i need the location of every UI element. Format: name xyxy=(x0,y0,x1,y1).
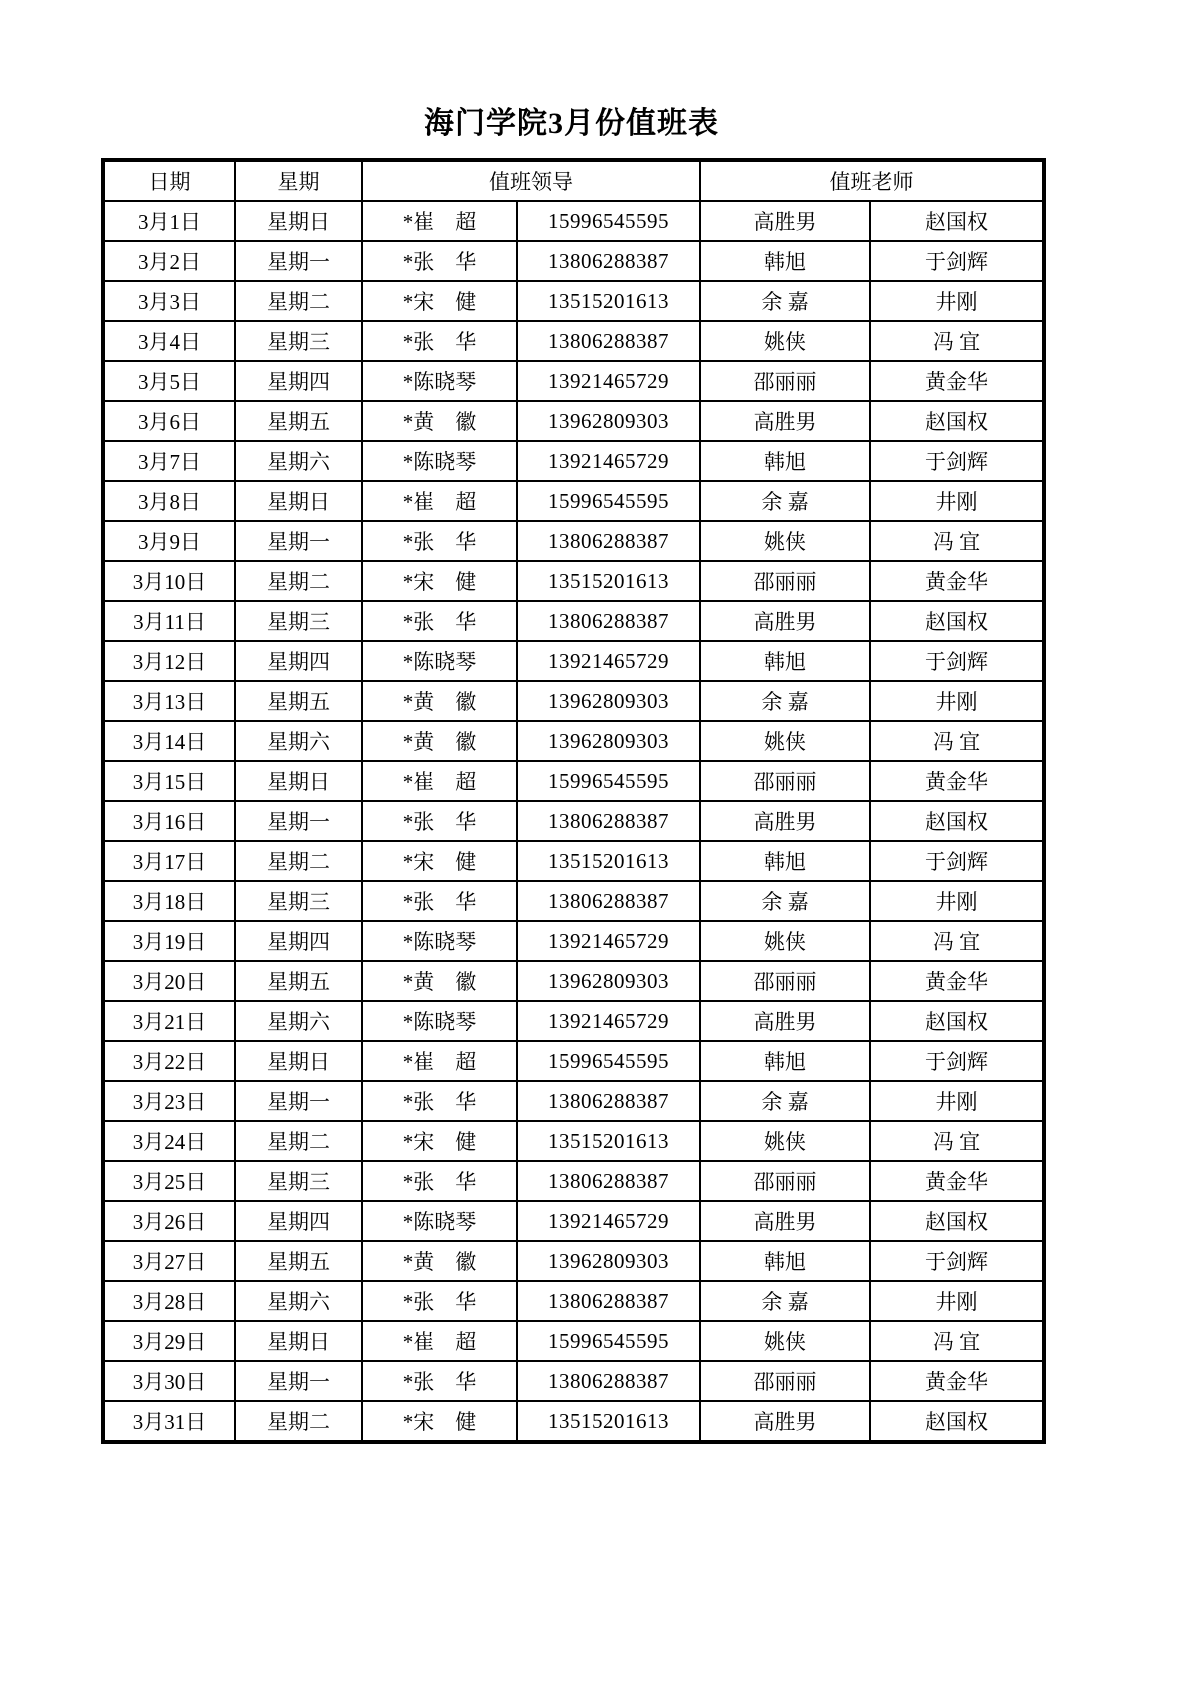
cell-leader-name: *崔 超 xyxy=(362,481,517,521)
cell-leader-name: *陈晓琴 xyxy=(362,921,517,961)
cell-weekday: 星期日 xyxy=(235,761,362,801)
cell-leader-phone: 13806288387 xyxy=(517,321,700,361)
cell-date: 3月27日 xyxy=(103,1241,235,1281)
cell-date: 3月9日 xyxy=(103,521,235,561)
cell-leader-name: *黄 徽 xyxy=(362,961,517,1001)
cell-date: 3月24日 xyxy=(103,1121,235,1161)
cell-date: 3月8日 xyxy=(103,481,235,521)
cell-leader-name: *崔 超 xyxy=(362,761,517,801)
cell-weekday: 星期四 xyxy=(235,641,362,681)
cell-date: 3月15日 xyxy=(103,761,235,801)
cell-teacher-1: 余 嘉 xyxy=(700,481,870,521)
cell-teacher-2: 赵国权 xyxy=(870,1201,1044,1241)
cell-teacher-2: 冯 宜 xyxy=(870,921,1044,961)
cell-weekday: 星期一 xyxy=(235,801,362,841)
cell-leader-phone: 15996545595 xyxy=(517,481,700,521)
cell-date: 3月17日 xyxy=(103,841,235,881)
cell-teacher-2: 赵国权 xyxy=(870,201,1044,241)
cell-weekday: 星期一 xyxy=(235,521,362,561)
cell-teacher-1: 姚侠 xyxy=(700,521,870,561)
cell-leader-phone: 13515201613 xyxy=(517,1401,700,1442)
cell-date: 3月21日 xyxy=(103,1001,235,1041)
cell-teacher-1: 邵丽丽 xyxy=(700,961,870,1001)
cell-teacher-1: 高胜男 xyxy=(700,1201,870,1241)
duty-roster-table xyxy=(101,158,1046,1444)
cell-teacher-2: 井刚 xyxy=(870,681,1044,721)
cell-leader-phone: 13806288387 xyxy=(517,601,700,641)
table-row xyxy=(103,761,1044,801)
table-row xyxy=(103,1321,1044,1361)
table-row xyxy=(103,1201,1044,1241)
cell-date: 3月30日 xyxy=(103,1361,235,1401)
table-row xyxy=(103,281,1044,321)
cell-teacher-2: 黄金华 xyxy=(870,961,1044,1001)
cell-teacher-2: 于剑辉 xyxy=(870,1041,1044,1081)
cell-teacher-2: 黄金华 xyxy=(870,1161,1044,1201)
cell-leader-name: *张 华 xyxy=(362,1081,517,1121)
document-content xyxy=(101,98,1042,1444)
cell-teacher-2: 于剑辉 xyxy=(870,241,1044,281)
cell-leader-name: *张 华 xyxy=(362,1281,517,1321)
cell-weekday: 星期六 xyxy=(235,441,362,481)
cell-leader-name: *黄 徽 xyxy=(362,681,517,721)
table-row xyxy=(103,601,1044,641)
cell-leader-phone: 13921465729 xyxy=(517,1001,700,1041)
table-row xyxy=(103,441,1044,481)
cell-date: 3月16日 xyxy=(103,801,235,841)
cell-teacher-1: 邵丽丽 xyxy=(700,561,870,601)
cell-teacher-1: 高胜男 xyxy=(700,801,870,841)
cell-leader-phone: 13921465729 xyxy=(517,641,700,681)
cell-leader-phone: 13921465729 xyxy=(517,361,700,401)
cell-teacher-1: 姚侠 xyxy=(700,1121,870,1161)
cell-leader-name: *张 华 xyxy=(362,1361,517,1401)
cell-leader-name: *黄 徽 xyxy=(362,1241,517,1281)
cell-teacher-1: 姚侠 xyxy=(700,921,870,961)
table-row xyxy=(103,481,1044,521)
cell-leader-phone: 15996545595 xyxy=(517,1321,700,1361)
cell-leader-phone: 13806288387 xyxy=(517,521,700,561)
cell-date: 3月5日 xyxy=(103,361,235,401)
table-row xyxy=(103,1281,1044,1321)
cell-teacher-2: 冯 宜 xyxy=(870,1321,1044,1361)
cell-date: 3月7日 xyxy=(103,441,235,481)
cell-teacher-2: 冯 宜 xyxy=(870,521,1044,561)
cell-leader-phone: 15996545595 xyxy=(517,761,700,801)
cell-teacher-2: 赵国权 xyxy=(870,401,1044,441)
cell-teacher-1: 姚侠 xyxy=(700,321,870,361)
table-row xyxy=(103,361,1044,401)
cell-date: 3月6日 xyxy=(103,401,235,441)
cell-leader-name: *宋 健 xyxy=(362,1121,517,1161)
table-row xyxy=(103,561,1044,601)
cell-teacher-1: 韩旭 xyxy=(700,441,870,481)
cell-weekday: 星期二 xyxy=(235,561,362,601)
cell-weekday: 星期四 xyxy=(235,361,362,401)
cell-leader-phone: 13806288387 xyxy=(517,1161,700,1201)
table-row xyxy=(103,201,1044,241)
cell-leader-name: *陈晓琴 xyxy=(362,441,517,481)
cell-teacher-2: 赵国权 xyxy=(870,1001,1044,1041)
cell-weekday: 星期五 xyxy=(235,961,362,1001)
cell-leader-name: *宋 健 xyxy=(362,561,517,601)
cell-leader-phone: 13921465729 xyxy=(517,1201,700,1241)
cell-weekday: 星期三 xyxy=(235,601,362,641)
cell-teacher-1: 高胜男 xyxy=(700,401,870,441)
cell-teacher-1: 余 嘉 xyxy=(700,881,870,921)
cell-teacher-2: 于剑辉 xyxy=(870,641,1044,681)
cell-leader-name: *张 华 xyxy=(362,241,517,281)
cell-teacher-1: 高胜男 xyxy=(700,601,870,641)
cell-weekday: 星期日 xyxy=(235,1041,362,1081)
cell-teacher-1: 韩旭 xyxy=(700,1241,870,1281)
cell-leader-name: *张 华 xyxy=(362,801,517,841)
cell-teacher-2: 于剑辉 xyxy=(870,441,1044,481)
cell-weekday: 星期日 xyxy=(235,481,362,521)
cell-leader-name: *张 华 xyxy=(362,521,517,561)
cell-teacher-2: 赵国权 xyxy=(870,601,1044,641)
cell-weekday: 星期二 xyxy=(235,1401,362,1442)
cell-weekday: 星期六 xyxy=(235,721,362,761)
table-row xyxy=(103,921,1044,961)
cell-teacher-1: 余 嘉 xyxy=(700,681,870,721)
cell-teacher-1: 高胜男 xyxy=(700,1001,870,1041)
cell-teacher-2: 于剑辉 xyxy=(870,841,1044,881)
cell-leader-name: *张 华 xyxy=(362,601,517,641)
cell-teacher-2: 赵国权 xyxy=(870,801,1044,841)
cell-weekday: 星期二 xyxy=(235,841,362,881)
cell-teacher-2: 于剑辉 xyxy=(870,1241,1044,1281)
cell-leader-phone: 13515201613 xyxy=(517,561,700,601)
cell-leader-phone: 15996545595 xyxy=(517,201,700,241)
cell-weekday: 星期六 xyxy=(235,1001,362,1041)
cell-date: 3月4日 xyxy=(103,321,235,361)
cell-leader-name: *宋 健 xyxy=(362,1401,517,1442)
header-duty-leader: 值班领导 xyxy=(362,160,700,201)
cell-weekday: 星期五 xyxy=(235,681,362,721)
cell-teacher-1: 余 嘉 xyxy=(700,281,870,321)
cell-date: 3月10日 xyxy=(103,561,235,601)
cell-teacher-2: 井刚 xyxy=(870,1081,1044,1121)
cell-date: 3月1日 xyxy=(103,201,235,241)
cell-teacher-1: 韩旭 xyxy=(700,841,870,881)
table-row xyxy=(103,401,1044,441)
cell-leader-phone: 13806288387 xyxy=(517,1361,700,1401)
cell-weekday: 星期二 xyxy=(235,1121,362,1161)
table-row xyxy=(103,841,1044,881)
cell-teacher-1: 邵丽丽 xyxy=(700,761,870,801)
cell-leader-phone: 13921465729 xyxy=(517,441,700,481)
cell-leader-name: *黄 徽 xyxy=(362,721,517,761)
cell-date: 3月19日 xyxy=(103,921,235,961)
cell-leader-phone: 15996545595 xyxy=(517,1041,700,1081)
header-duty-teachers: 值班老师 xyxy=(700,160,1044,201)
header-row xyxy=(103,160,1044,201)
cell-weekday: 星期日 xyxy=(235,201,362,241)
cell-teacher-1: 姚侠 xyxy=(700,721,870,761)
cell-teacher-1: 姚侠 xyxy=(700,1321,870,1361)
cell-leader-phone: 13962809303 xyxy=(517,721,700,761)
cell-leader-phone: 13806288387 xyxy=(517,801,700,841)
cell-leader-phone: 13962809303 xyxy=(517,1241,700,1281)
cell-teacher-2: 井刚 xyxy=(870,1281,1044,1321)
cell-weekday: 星期三 xyxy=(235,321,362,361)
cell-teacher-1: 高胜男 xyxy=(700,1401,870,1442)
cell-leader-name: *崔 超 xyxy=(362,1041,517,1081)
cell-teacher-2: 黄金华 xyxy=(870,361,1044,401)
cell-leader-name: *崔 超 xyxy=(362,1321,517,1361)
cell-weekday: 星期三 xyxy=(235,881,362,921)
cell-teacher-2: 冯 宜 xyxy=(870,721,1044,761)
cell-teacher-2: 黄金华 xyxy=(870,561,1044,601)
roster-body xyxy=(103,201,1044,1442)
cell-date: 3月28日 xyxy=(103,1281,235,1321)
cell-weekday: 星期一 xyxy=(235,1081,362,1121)
cell-leader-phone: 13806288387 xyxy=(517,1281,700,1321)
cell-leader-name: *崔 超 xyxy=(362,201,517,241)
table-row xyxy=(103,881,1044,921)
cell-teacher-2: 冯 宜 xyxy=(870,321,1044,361)
table-row xyxy=(103,801,1044,841)
cell-leader-name: *宋 健 xyxy=(362,281,517,321)
cell-date: 3月20日 xyxy=(103,961,235,1001)
cell-leader-phone: 13962809303 xyxy=(517,961,700,1001)
page-title: 海门学院3月份值班表 xyxy=(424,107,719,140)
cell-leader-name: *黄 徽 xyxy=(362,401,517,441)
cell-date: 3月11日 xyxy=(103,601,235,641)
table-row xyxy=(103,1121,1044,1161)
cell-date: 3月26日 xyxy=(103,1201,235,1241)
cell-weekday: 星期三 xyxy=(235,1161,362,1201)
table-row xyxy=(103,1161,1044,1201)
cell-teacher-2: 黄金华 xyxy=(870,761,1044,801)
cell-leader-phone: 13921465729 xyxy=(517,921,700,961)
cell-teacher-2: 黄金华 xyxy=(870,1361,1044,1401)
cell-teacher-1: 邵丽丽 xyxy=(700,1361,870,1401)
cell-teacher-1: 高胜男 xyxy=(700,201,870,241)
cell-teacher-2: 井刚 xyxy=(870,881,1044,921)
cell-teacher-1: 韩旭 xyxy=(700,1041,870,1081)
cell-date: 3月3日 xyxy=(103,281,235,321)
cell-leader-name: *宋 健 xyxy=(362,841,517,881)
header-date: 日期 xyxy=(103,160,235,201)
cell-date: 3月2日 xyxy=(103,241,235,281)
cell-weekday: 星期一 xyxy=(235,241,362,281)
cell-leader-phone: 13515201613 xyxy=(517,841,700,881)
cell-teacher-2: 井刚 xyxy=(870,481,1044,521)
cell-date: 3月31日 xyxy=(103,1401,235,1442)
cell-teacher-1: 韩旭 xyxy=(700,641,870,681)
cell-weekday: 星期六 xyxy=(235,1281,362,1321)
cell-weekday: 星期一 xyxy=(235,1361,362,1401)
table-row xyxy=(103,1401,1044,1442)
table-row xyxy=(103,1041,1044,1081)
cell-weekday: 星期五 xyxy=(235,1241,362,1281)
table-row xyxy=(103,681,1044,721)
cell-leader-name: *陈晓琴 xyxy=(362,641,517,681)
cell-leader-name: *陈晓琴 xyxy=(362,361,517,401)
cell-leader-name: *张 华 xyxy=(362,1161,517,1201)
cell-teacher-1: 邵丽丽 xyxy=(700,1161,870,1201)
cell-teacher-1: 余 嘉 xyxy=(700,1081,870,1121)
cell-leader-name: *陈晓琴 xyxy=(362,1201,517,1241)
cell-leader-name: *张 华 xyxy=(362,321,517,361)
cell-date: 3月12日 xyxy=(103,641,235,681)
cell-weekday: 星期二 xyxy=(235,281,362,321)
cell-leader-name: *陈晓琴 xyxy=(362,1001,517,1041)
cell-teacher-1: 韩旭 xyxy=(700,241,870,281)
table-row xyxy=(103,1001,1044,1041)
table-row xyxy=(103,321,1044,361)
cell-leader-phone: 13962809303 xyxy=(517,681,700,721)
cell-leader-phone: 13962809303 xyxy=(517,401,700,441)
cell-leader-phone: 13806288387 xyxy=(517,1081,700,1121)
table-row xyxy=(103,521,1044,561)
table-row xyxy=(103,961,1044,1001)
cell-date: 3月25日 xyxy=(103,1161,235,1201)
cell-leader-phone: 13515201613 xyxy=(517,281,700,321)
cell-weekday: 星期五 xyxy=(235,401,362,441)
cell-date: 3月22日 xyxy=(103,1041,235,1081)
cell-weekday: 星期四 xyxy=(235,921,362,961)
cell-leader-phone: 13806288387 xyxy=(517,881,700,921)
cell-teacher-1: 余 嘉 xyxy=(700,1281,870,1321)
cell-teacher-1: 邵丽丽 xyxy=(700,361,870,401)
table-row xyxy=(103,1361,1044,1401)
cell-teacher-2: 井刚 xyxy=(870,281,1044,321)
cell-date: 3月18日 xyxy=(103,881,235,921)
cell-leader-phone: 13515201613 xyxy=(517,1121,700,1161)
cell-weekday: 星期日 xyxy=(235,1321,362,1361)
cell-teacher-2: 赵国权 xyxy=(870,1401,1044,1442)
table-row xyxy=(103,1241,1044,1281)
table-row xyxy=(103,241,1044,281)
cell-leader-name: *张 华 xyxy=(362,881,517,921)
cell-date: 3月13日 xyxy=(103,681,235,721)
header-weekday: 星期 xyxy=(235,160,362,201)
cell-date: 3月29日 xyxy=(103,1321,235,1361)
table-row xyxy=(103,721,1044,761)
cell-teacher-2: 冯 宜 xyxy=(870,1121,1044,1161)
table-row xyxy=(103,1081,1044,1121)
table-row xyxy=(103,641,1044,681)
cell-weekday: 星期四 xyxy=(235,1201,362,1241)
cell-date: 3月14日 xyxy=(103,721,235,761)
cell-leader-phone: 13806288387 xyxy=(517,241,700,281)
cell-date: 3月23日 xyxy=(103,1081,235,1121)
